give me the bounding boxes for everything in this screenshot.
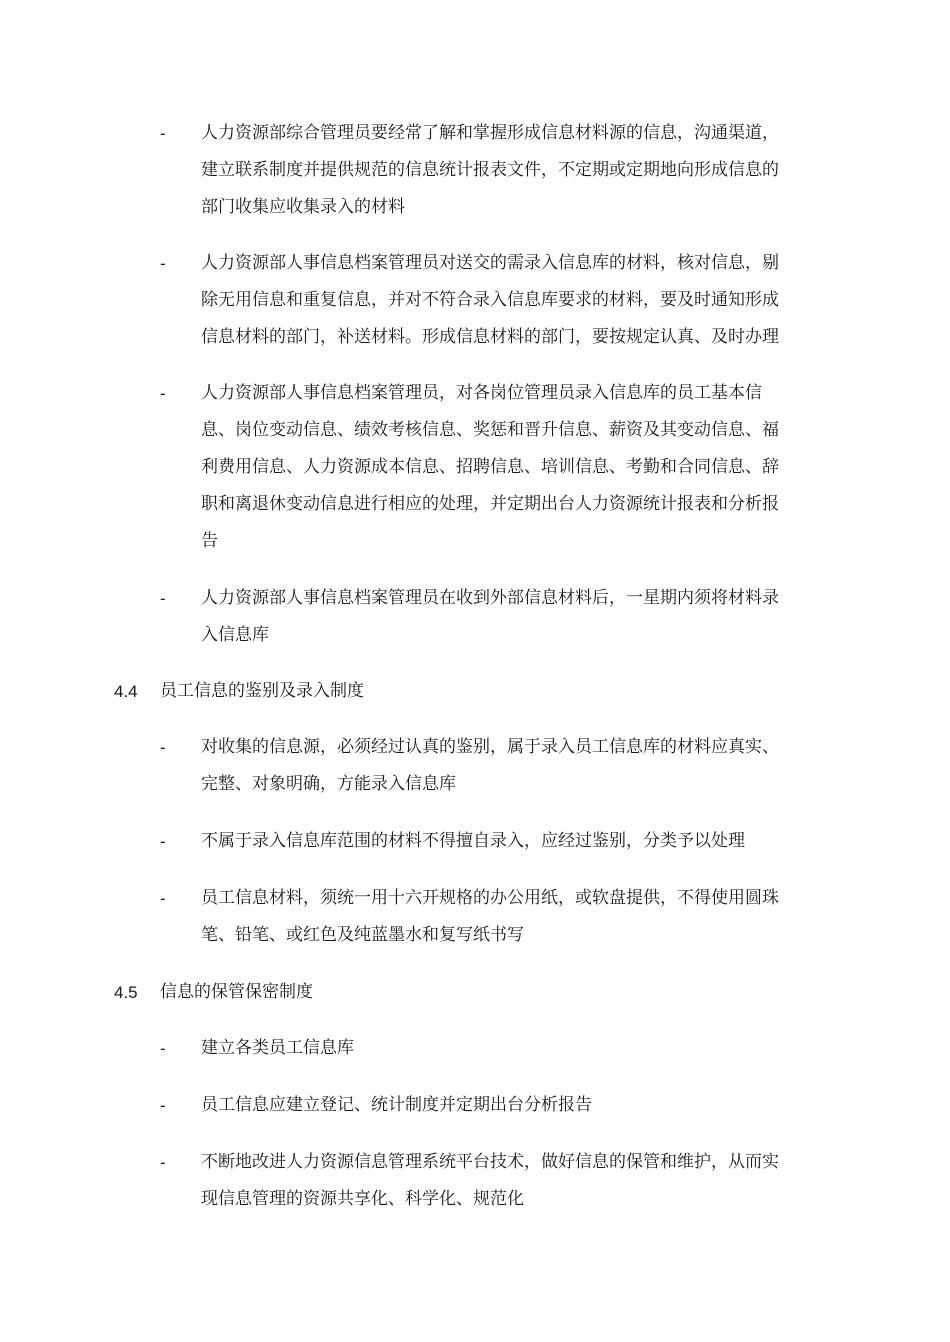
section-title: 员工信息的鉴别及录入制度	[160, 681, 364, 701]
section-number: 4.5	[114, 983, 138, 1002]
list-item-text: 员工信息应建立登记、统计制度并定期出台分析报告	[201, 1095, 592, 1115]
bullet-marker: -	[160, 889, 166, 908]
section-number: 4.4	[114, 682, 138, 701]
list-item-text: 不断地改进人力资源信息管理系统平台技术，做好信息的保管和维护，从而实 现信息管理的资源共享化、科学化、规范化	[201, 1152, 779, 1209]
bullet-marker: -	[160, 384, 166, 403]
bullet-marker: -	[160, 1039, 166, 1058]
list-item-text: 人力资源部人事信息档案管理员在收到外部信息材料后，一星期内须将材料录 入信息库	[201, 588, 779, 645]
section-title: 信息的保管保密制度	[160, 982, 313, 1002]
bullet-marker: -	[160, 589, 166, 608]
bullet-marker: -	[160, 1153, 166, 1172]
list-item-text: 员工信息材料，须统一用十六开规格的办公用纸，或软盘提供，不得使用圆珠 笔、铅笔、或红色及纯蓝墨水和复写纸书写	[201, 888, 779, 945]
bullet-marker: -	[160, 832, 166, 851]
bullet-marker: -	[160, 738, 166, 757]
bullet-marker: -	[160, 1096, 166, 1115]
bullet-marker: -	[160, 124, 166, 143]
list-item-text: 人力资源部人事信息档案管理员对送交的需录入信息库的材料，核对信息，剔 除无用信息和重复信息，并对不符合录入信息库要求的材料，要及时通知形成 信息材料的部门，补送材料。形成信息材料的部门，要按规定认真、及时办理	[201, 253, 779, 347]
list-item-text: 人力资源部综合管理员要经常了解和掌握形成信息材料源的信息，沟通渠道， 建立联系制度并提供规范的信息统计报表文件，不定期或定期地向形成信息的 部门收集应收集录入的材料	[201, 123, 779, 217]
list-item-text: 对收集的信息源，必须经过认真的鉴别，属于录入员工信息库的材料应真实、 完整、对象明确，方能录入信息库	[201, 737, 779, 794]
list-item-text: 建立各类员工信息库	[201, 1038, 354, 1058]
list-item-text: 人力资源部人事信息档案管理员，对各岗位管理员录入信息库的员工基本信 息、岗位变动信息、绩效考核信息、奖惩和晋升信息、薪资及其变动信息、福 利费用信息、人力资源成本信息、招聘信息、培训信息、考勤和合同信息、辞 职和离退休变动信息进行相应的处理，并定期出台人力资源统计报表和分析报 告	[201, 383, 779, 551]
bullet-marker: -	[160, 254, 166, 273]
list-item-text: 不属于录入信息库范围的材料不得擅自录入，应经过鉴别，分类予以处理	[201, 831, 745, 851]
